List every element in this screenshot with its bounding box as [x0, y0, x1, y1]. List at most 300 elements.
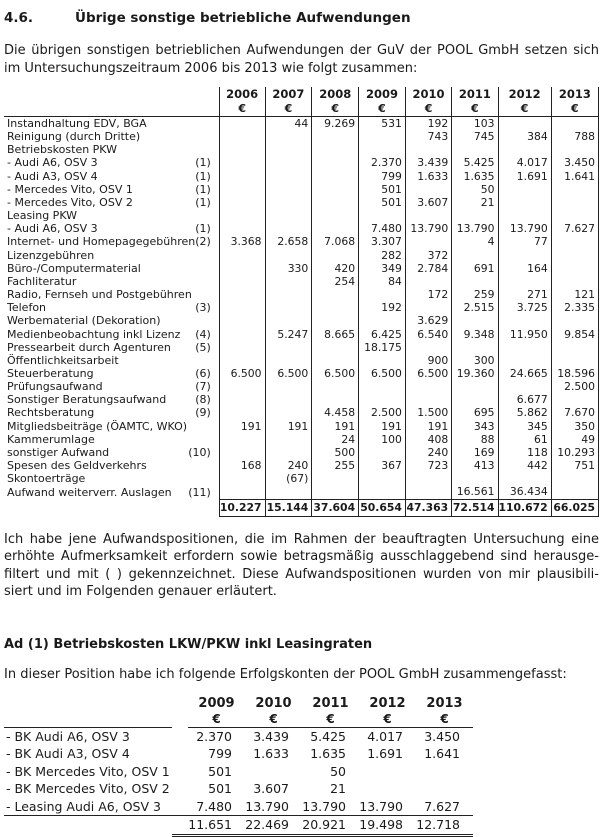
expense-row [4, 301, 599, 314]
row-label: Werbematerial (Dekoration) [7, 314, 161, 328]
amount-cell [551, 354, 598, 367]
amount-cell [265, 222, 312, 235]
row-ref: (1) [195, 169, 211, 183]
expense-row [4, 143, 599, 156]
amount-cell: 3.439 [405, 156, 451, 169]
currency-header: € [188, 712, 245, 728]
expense-row [4, 117, 599, 131]
row-ref: (11) [188, 485, 211, 499]
amount-cell: 799 [208, 746, 232, 762]
amount-cell: 501 [208, 763, 232, 779]
row-ref: (3) [195, 301, 211, 315]
expense-totals-row [4, 499, 599, 516]
amount-cell [452, 472, 498, 485]
amount-cell [265, 196, 312, 209]
subsection-intro [4, 666, 599, 684]
row-label: Pressearbeit durch Agenturen [7, 340, 171, 354]
row-label: Öffentlichkeitsarbeit [7, 353, 119, 367]
amount-cell [452, 143, 498, 156]
amount-cell: 192 [359, 301, 406, 314]
amount-cell [265, 209, 312, 222]
amount-cell: 271 [498, 288, 551, 301]
amount-cell [405, 472, 451, 485]
total-amount: 110.672 [498, 499, 551, 516]
amount-cell: 164 [498, 262, 551, 275]
amount-cell [312, 485, 359, 499]
amount-cell [265, 446, 312, 459]
row-label: Internet- und Homepagegebühren [7, 235, 196, 249]
spacer-cell [172, 745, 188, 762]
amount-cell [359, 472, 406, 485]
expense-row [4, 485, 599, 499]
row-label-wrap [7, 486, 219, 499]
year-header: 2011 [452, 87, 498, 102]
amount-cell [245, 763, 302, 780]
amount-cell: 5.862 [498, 406, 551, 419]
row-label-cell [4, 341, 219, 354]
amount-cell [219, 328, 265, 341]
amount-cell [551, 209, 598, 222]
amount-cell: 4.017 [498, 156, 551, 169]
amount-cell: 13.790 [452, 222, 498, 235]
amount-cell [551, 249, 598, 262]
currency-header: € [359, 712, 416, 728]
row-label: Sonstiger Beratungsaufwand [7, 393, 167, 407]
row-label-cell [4, 420, 219, 433]
amount-cell: 191 [219, 420, 265, 433]
row-label-cell [4, 196, 219, 209]
expense-row [4, 262, 599, 275]
amount-cell: 350 [551, 420, 598, 433]
row-label-cell [4, 249, 219, 262]
amount-cell [551, 235, 598, 248]
amount-cell [359, 130, 406, 143]
amount-cell [312, 209, 359, 222]
paragraph-line: siert und im Folgenden genauer erläutert. [4, 584, 277, 600]
amount-cell: 6.500 [265, 367, 312, 380]
currency-header: € [452, 102, 498, 117]
amount-cell: 6.677 [498, 393, 551, 406]
total-amount: 22.469 [245, 816, 302, 836]
amount-cell [312, 222, 359, 235]
row-label-wrap [7, 341, 219, 354]
amount-cell [312, 341, 359, 354]
year-header: 2013 [426, 696, 463, 712]
amount-cell: 6.425 [359, 328, 406, 341]
spacer-cell [172, 763, 188, 780]
amount-cell [312, 249, 359, 262]
year-header: 2011 [312, 696, 349, 712]
amount-cell [452, 393, 498, 406]
amount-cell [498, 354, 551, 367]
amount-cell: 2.370 [196, 729, 232, 745]
totals-label-cell [4, 816, 172, 836]
amount-cell [312, 170, 359, 183]
expense-row [4, 380, 599, 393]
amount-cell [265, 156, 312, 169]
row-label: Aufwand weiterverr. Auslagen [7, 485, 172, 499]
amount-cell [265, 275, 312, 288]
total-amount: 10.227 [219, 499, 265, 516]
vehicle-header-years-row [4, 695, 473, 712]
amount-cell: 442 [498, 459, 551, 472]
total-amount: 19.498 [359, 816, 416, 836]
row-ref: (7) [195, 380, 211, 394]
row-label: - Mercedes Vito, OSV 2 [7, 195, 133, 209]
paragraph-line: In dieser Position habe ich folgende Erfolgskonten der POOL GmbH zusammengefasst: [4, 666, 567, 682]
row-label-wrap [7, 406, 219, 419]
amount-cell [265, 143, 312, 156]
row-ref: (1) [195, 222, 211, 236]
amount-cell: 5.425 [452, 156, 498, 169]
row-label-cell [4, 117, 219, 131]
amount-cell: 21 [452, 196, 498, 209]
amount-cell: 13.790 [359, 798, 403, 814]
amount-cell: 4.017 [367, 729, 403, 745]
row-label: Medienbeobachtung inkl Lizenz [7, 327, 181, 341]
row-label-wrap [7, 420, 219, 433]
vehicle-row [4, 798, 473, 816]
amount-cell: 6.500 [405, 367, 451, 380]
amount-cell [405, 235, 451, 248]
amount-cell: 7.480 [196, 798, 232, 814]
amount-cell [551, 117, 598, 131]
amount-cell: 2.658 [265, 235, 312, 248]
amount-cell: 49 [551, 433, 598, 446]
row-label-cell [4, 472, 219, 485]
amount-cell [219, 196, 265, 209]
total-amount: 15.144 [265, 499, 312, 516]
amount-cell [312, 143, 359, 156]
row-label-cell [4, 328, 219, 341]
row-label: sonstiger Aufwand [7, 445, 110, 459]
row-label-cell [4, 183, 219, 196]
amount-cell: 11.950 [498, 328, 551, 341]
row-label-wrap [7, 459, 219, 472]
expense-row [4, 446, 599, 459]
amount-cell [551, 341, 598, 354]
amount-cell: 13.790 [498, 222, 551, 235]
amount-cell: (67) [265, 472, 312, 485]
row-label-wrap [7, 143, 219, 156]
amount-cell [452, 314, 498, 327]
currency-header: € [302, 712, 359, 728]
amount-cell [405, 485, 451, 499]
row-ref: (10) [188, 445, 211, 459]
amount-cell: 501 [208, 781, 232, 797]
amount-cell: 259 [452, 288, 498, 301]
amount-cell [312, 196, 359, 209]
row-label-cell [4, 380, 219, 393]
amount-cell [312, 354, 359, 367]
amount-cell: 345 [498, 420, 551, 433]
amount-cell [265, 393, 312, 406]
amount-cell: 751 [551, 459, 598, 472]
expense-row [4, 249, 599, 262]
row-label-cell [4, 485, 219, 499]
amount-cell [219, 446, 265, 459]
amount-cell: 255 [312, 459, 359, 472]
row-label: Büro-/Computermaterial [7, 261, 141, 275]
amount-cell [219, 472, 265, 485]
amount-cell [498, 472, 551, 485]
expense-row [4, 472, 599, 485]
row-label-wrap [7, 301, 219, 314]
vehicle-table [4, 695, 473, 837]
amount-cell [219, 130, 265, 143]
amount-cell: 367 [359, 459, 406, 472]
amount-cell [219, 170, 265, 183]
amount-cell: 240 [405, 446, 451, 459]
row-label: - BK Audi A6, OSV 3 [6, 729, 130, 745]
amount-cell [265, 314, 312, 327]
amount-cell: 531 [359, 117, 406, 131]
currency-header: € [245, 712, 302, 728]
row-label-cell [4, 130, 219, 143]
amount-cell: 330 [265, 262, 312, 275]
amount-cell [219, 301, 265, 314]
amount-cell [312, 301, 359, 314]
intro-paragraph [4, 42, 599, 77]
section-number: 4.6. [4, 10, 34, 26]
amount-cell: 77 [498, 235, 551, 248]
row-label-cell [4, 143, 219, 156]
row-label: - Audi A3, OSV 4 [7, 169, 98, 183]
amount-cell: 413 [452, 459, 498, 472]
row-label-cell [4, 235, 219, 248]
amount-cell [359, 485, 406, 499]
amount-cell: 8.665 [312, 328, 359, 341]
amount-cell: 6.500 [359, 367, 406, 380]
paragraph-line: Die übrigen sonstigen betrieblichen Aufwendungen der GuV der POOL GmbH setzen sich [4, 43, 599, 58]
row-label-cell [4, 275, 219, 288]
amount-cell: 408 [405, 433, 451, 446]
amount-cell [312, 393, 359, 406]
currency-header: € [498, 102, 551, 117]
row-label-wrap [7, 249, 219, 262]
amount-cell: 3.450 [424, 729, 460, 745]
row-label: Skontoerträge [7, 472, 86, 486]
amount-cell [405, 183, 451, 196]
row-label-wrap [7, 117, 219, 130]
amount-cell: 16.561 [452, 485, 498, 499]
total-amount: 72.514 [452, 499, 498, 516]
row-label: - BK Mercedes Vito, OSV 1 [6, 763, 170, 779]
row-label-cell [4, 459, 219, 472]
row-label-cell [4, 288, 219, 301]
amount-cell: 3.307 [359, 235, 406, 248]
amount-cell [551, 183, 598, 196]
row-label: Fachliteratur [7, 274, 77, 288]
row-label: - BK Audi A3, OSV 4 [6, 746, 130, 762]
amount-cell: 24.665 [498, 367, 551, 380]
expense-row [4, 209, 599, 222]
amount-cell: 254 [312, 275, 359, 288]
amount-cell [219, 393, 265, 406]
row-label-wrap [7, 262, 219, 275]
amount-cell: 1.641 [424, 746, 460, 762]
vehicle-header-label-cell [4, 695, 172, 728]
amount-cell: 349 [359, 262, 406, 275]
vehicle-table-header [4, 695, 473, 728]
row-label-cell [4, 433, 219, 446]
amount-cell: 2.370 [359, 156, 406, 169]
amount-cell [359, 209, 406, 222]
expense-row [4, 354, 599, 367]
row-label-wrap [7, 222, 219, 235]
amount-cell: 44 [265, 117, 312, 131]
amount-cell [312, 130, 359, 143]
amount-cell [219, 209, 265, 222]
expense-row [4, 196, 599, 209]
amount-cell: 3.450 [551, 156, 598, 169]
amount-cell: 282 [359, 249, 406, 262]
total-amount: 12.718 [416, 816, 473, 836]
row-label: Steuerberatung [7, 366, 94, 380]
amount-cell: 745 [452, 130, 498, 143]
amount-cell: 2.500 [551, 380, 598, 393]
row-label-cell [4, 367, 219, 380]
amount-cell: 7.480 [359, 222, 406, 235]
amount-cell: 240 [265, 459, 312, 472]
expense-row [4, 170, 599, 183]
amount-cell [219, 485, 265, 499]
amount-cell [498, 117, 551, 131]
currency-header: € [219, 102, 265, 117]
amount-cell [359, 354, 406, 367]
amount-cell [265, 485, 312, 499]
amount-cell [219, 117, 265, 131]
amount-cell [359, 143, 406, 156]
amount-cell: 192 [405, 117, 451, 131]
amount-cell: 50 [452, 183, 498, 196]
amount-cell [265, 380, 312, 393]
amount-cell [312, 314, 359, 327]
amount-cell [498, 314, 551, 327]
amount-cell [359, 780, 416, 797]
row-label: Betriebskosten PKW [7, 143, 118, 157]
amount-cell: 7.627 [424, 798, 460, 814]
amount-cell: 4.458 [312, 406, 359, 419]
year-header: 2010 [255, 696, 292, 712]
row-ref: (1) [195, 182, 211, 196]
amount-cell [452, 380, 498, 393]
amount-cell: 3.607 [405, 196, 451, 209]
amount-cell: 900 [405, 354, 451, 367]
amount-cell [219, 275, 265, 288]
amount-cell: 84 [359, 275, 406, 288]
year-header: 2009 [359, 87, 406, 102]
expense-row [4, 275, 599, 288]
amount-cell [498, 196, 551, 209]
amount-cell: 372 [405, 249, 451, 262]
amount-cell [265, 341, 312, 354]
amount-cell: 21 [330, 781, 346, 797]
expense-row [4, 406, 599, 419]
amount-cell [452, 249, 498, 262]
amount-cell [359, 288, 406, 301]
amount-cell: 3.607 [253, 781, 289, 797]
amount-cell [219, 380, 265, 393]
total-amount: 50.654 [359, 499, 406, 516]
currency-header: € [416, 712, 473, 728]
amount-cell: 6.540 [405, 328, 451, 341]
amount-cell: 1.691 [498, 170, 551, 183]
amount-cell: 1.633 [253, 746, 289, 762]
expense-row [4, 433, 599, 446]
expense-row [4, 156, 599, 169]
note-paragraph [4, 531, 599, 601]
row-ref: (5) [195, 340, 211, 354]
amount-cell [219, 143, 265, 156]
amount-cell: 420 [312, 262, 359, 275]
amount-cell [498, 380, 551, 393]
amount-cell: 168 [219, 459, 265, 472]
expense-row [4, 328, 599, 341]
amount-cell: 13.790 [405, 222, 451, 235]
row-label: Spesen des Geldverkehrs [7, 459, 147, 473]
amount-cell: 2.335 [551, 301, 598, 314]
amount-cell: 13.790 [302, 798, 346, 814]
amount-cell: 121 [551, 288, 598, 301]
amount-cell [416, 780, 473, 797]
expense-table-body [4, 117, 599, 517]
amount-cell [359, 314, 406, 327]
expense-row [4, 367, 599, 380]
amount-cell: 1.635 [310, 746, 346, 762]
amount-cell: 3.368 [219, 235, 265, 248]
year-header: 2012 [369, 696, 406, 712]
row-label-wrap [7, 328, 219, 341]
amount-cell [551, 485, 598, 499]
row-label: Reinigung (durch Dritte) [7, 130, 141, 144]
expense-row [4, 222, 599, 235]
spacer-cell [172, 816, 188, 836]
amount-cell [551, 262, 598, 275]
amount-cell: 4 [452, 235, 498, 248]
amount-cell [498, 341, 551, 354]
row-label-cell [4, 262, 219, 275]
spacer-cell [172, 728, 188, 746]
row-ref: (1) [195, 195, 211, 209]
paragraph-line: erhöhte Aufmerksamkeit erfordern sowie betragsmäßig ausschlaggebend sind herausge- [4, 549, 599, 565]
amount-cell [405, 393, 451, 406]
row-label: Instandhaltung EDV, BGA [7, 117, 147, 130]
header-spacer-cell [172, 695, 188, 728]
amount-cell [498, 249, 551, 262]
row-label: Mitgliedsbeiträge (ÖAMTC, WKO) [7, 419, 188, 433]
amount-cell: 5.425 [310, 729, 346, 745]
row-label-wrap [7, 170, 219, 183]
row-label-wrap [7, 380, 219, 393]
amount-cell: 1.633 [405, 170, 451, 183]
amount-cell [312, 156, 359, 169]
amount-cell: 191 [359, 420, 406, 433]
amount-cell [219, 183, 265, 196]
amount-cell: 9.854 [551, 328, 598, 341]
amount-cell [219, 288, 265, 301]
amount-cell [265, 301, 312, 314]
amount-cell [312, 183, 359, 196]
amount-cell [551, 314, 598, 327]
amount-cell: 18.175 [359, 341, 406, 354]
row-label: Rechtsberatung [7, 406, 95, 420]
amount-cell: 501 [359, 196, 406, 209]
vehicle-row [4, 763, 473, 780]
amount-cell: 799 [359, 170, 406, 183]
row-label-wrap [7, 354, 219, 367]
total-amount: 20.921 [302, 816, 359, 836]
